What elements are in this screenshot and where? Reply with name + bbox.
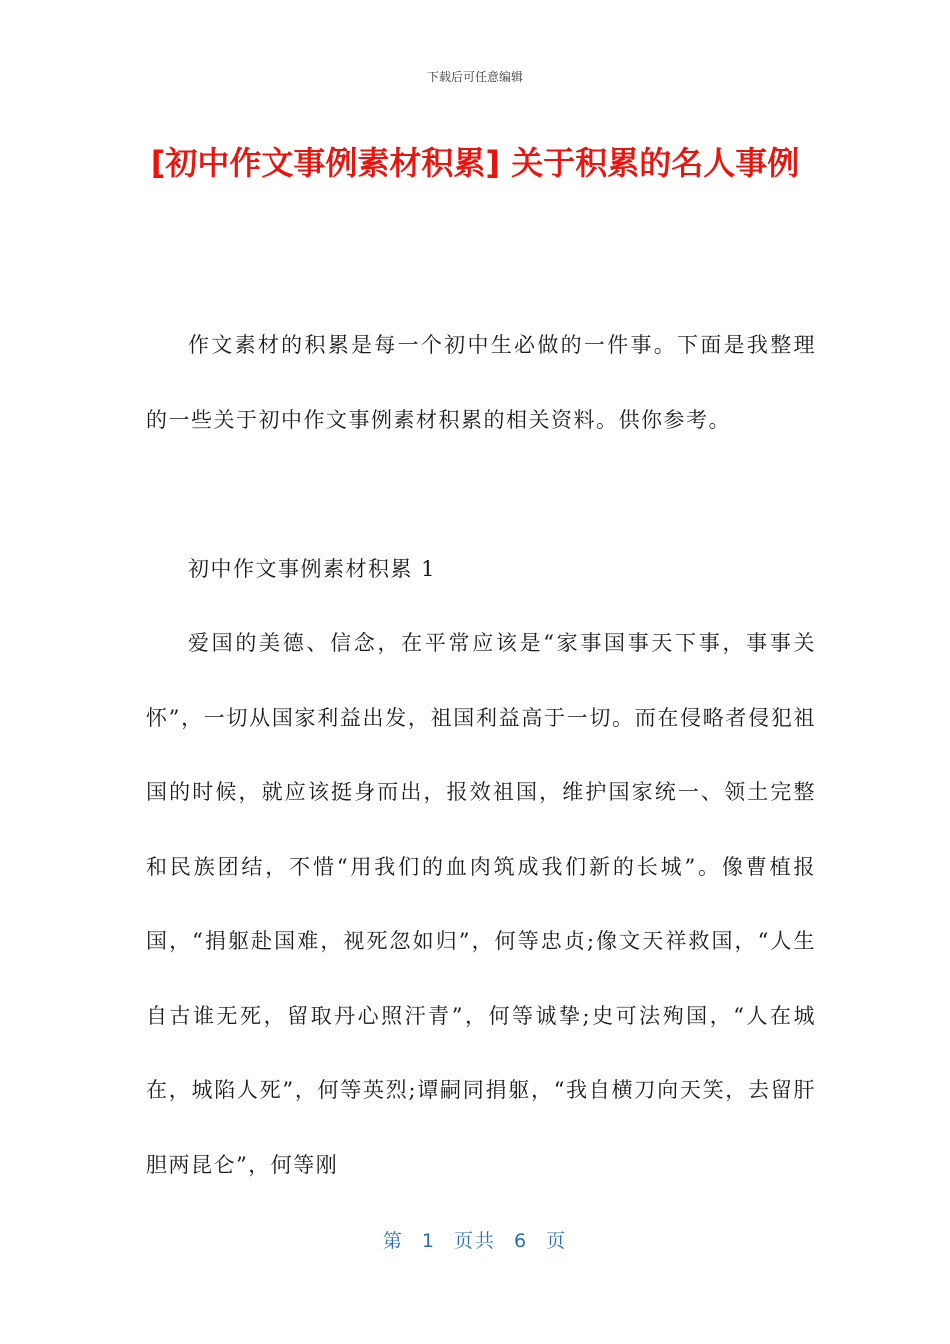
page-label-prefix: 第	[382, 1230, 404, 1252]
body-paragraph: 爱国的美德、信念，在平常应该是“家事国事天下事，事事关怀”，一切从国家利益出发，祖国利益高于一切。而在侵略者侵犯祖国的时候，就应该挺身而出，报效祖国，维护国家统一、领土完整和民族团结，不惜“用我们的血肉筑成我们新的长城”。像曹植报国，“捐躯赴国难，视死忽如归”，何等忠贞;像文天祥救国，“人生自古谁无死，留取丹心照汗青”，何等诚挚;史可法殉国，“人在城在，城陷人死”，何等英烈;谭嗣同捐躯，“我自横刀向天笑，去留肝胆两昆仑”，何等刚	[146, 631, 816, 1177]
total-pages-number: 6	[514, 1230, 529, 1252]
header-note: 下载后可任意编辑	[426, 70, 523, 84]
page-label-mid: 页共	[453, 1230, 496, 1252]
section-heading: 初中作文事例素材积累 1	[188, 557, 437, 581]
page-label-suffix: 页	[546, 1230, 568, 1252]
intro-paragraph: 作文素材的积累是每一个初中生必做的一件事。下面是我整理的一些关于初中作文事例素材积累的相关资料。供你参考。	[146, 333, 816, 432]
page-footer	[0, 1226, 950, 1253]
document-title: [初中作文事例素材积累] 关于积累的名人事例	[150, 144, 800, 182]
current-page-number: 1	[421, 1230, 436, 1252]
